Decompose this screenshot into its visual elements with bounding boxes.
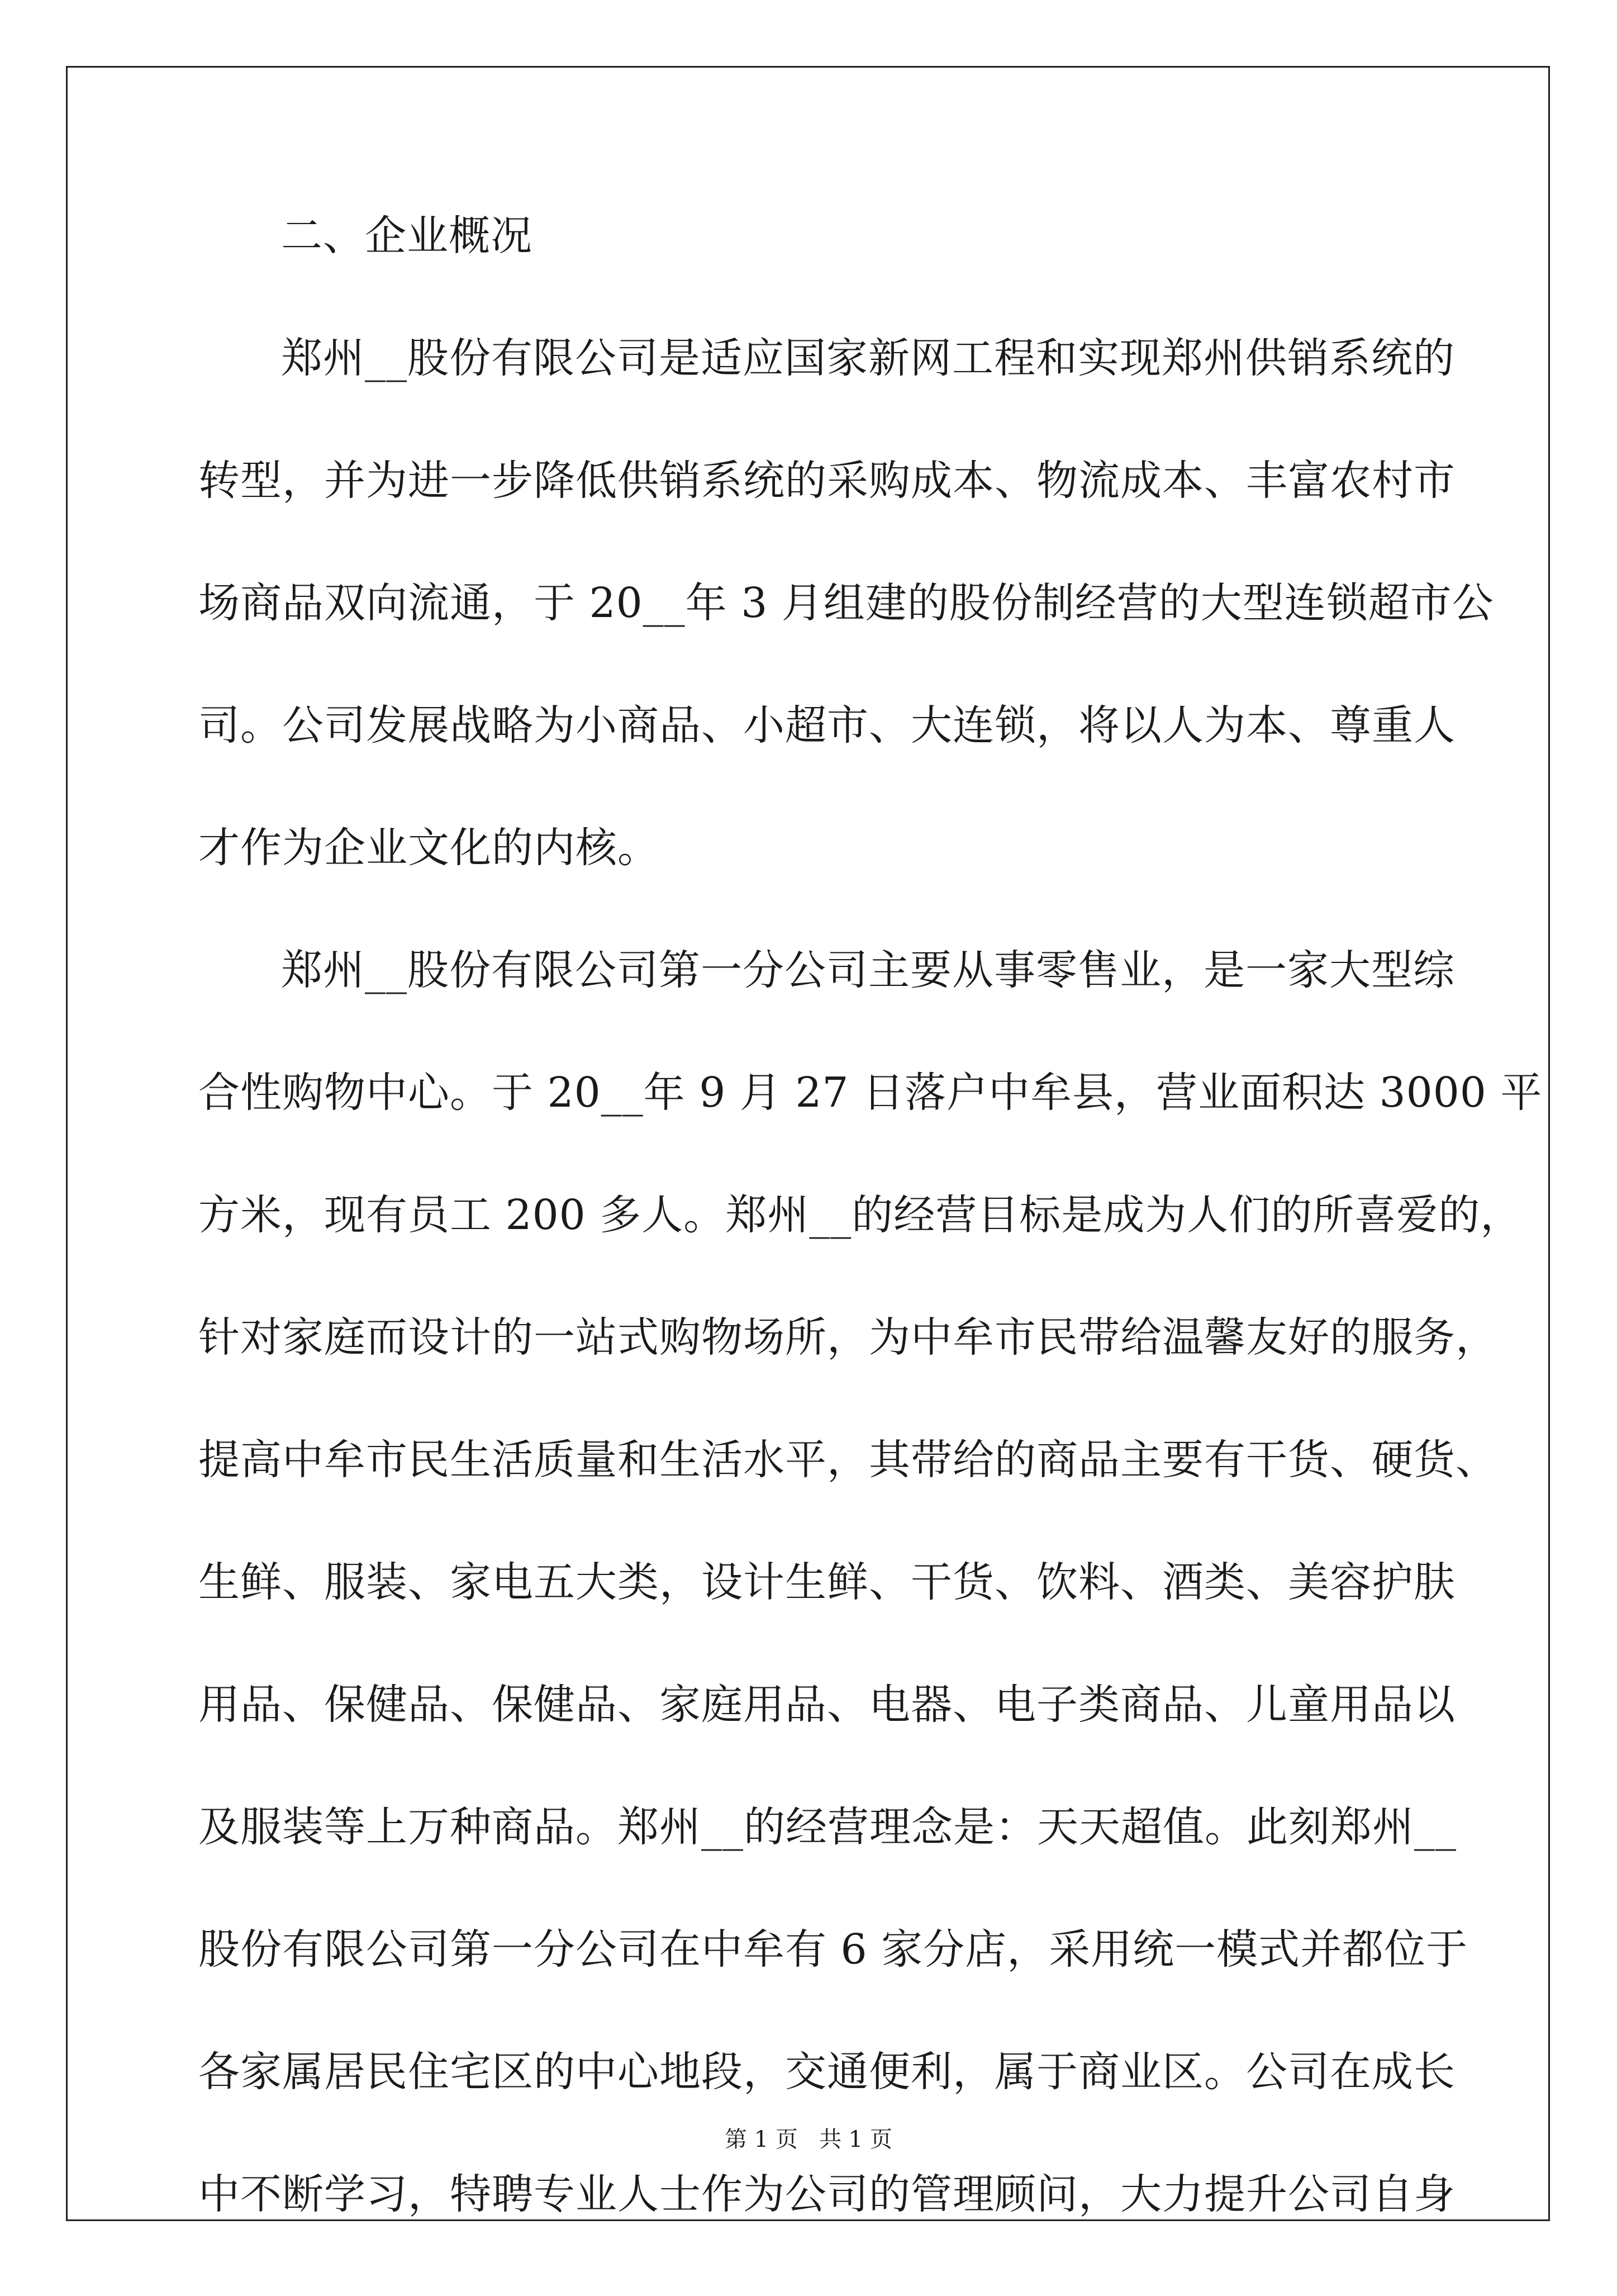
paragraph-line: 场商品双向流通，于 20__年 3 月组建的股份制经营的大型连锁超市公: [198, 579, 1494, 627]
paragraph-line: 司。公司发展战略为小商品、小超市、大连锁，将以人为本、尊重人: [198, 701, 1456, 749]
document-body: [198, 212, 1543, 2296]
paragraph-line: 合性购物中心。于 20__年 9 月 27 日落户中牟县，营业面积达 3000 平: [198, 1069, 1543, 1117]
section-heading: 二、企业概况: [281, 212, 532, 260]
paragraph-line: 中不断学习，特聘专业人士作为公司的管理顾问，大力提升公司自身: [198, 2170, 1456, 2218]
paragraph-line: 郑州__股份有限公司是适应国家新网工程和实现郑州供销系统的: [281, 334, 1455, 382]
paragraph-2: [198, 946, 1543, 2218]
paragraph-line: 生鲜、服装、家电五大类，设计生鲜、干货、饮料、酒类、美容护肤: [198, 1558, 1456, 1606]
paragraph-line: 用品、保健品、保健品、家庭用品、电器、电子类商品、儿童用品以: [198, 1681, 1456, 1729]
paragraph-line: 才作为企业文化的内核。: [198, 824, 659, 872]
page-number-footer: 第 1 页 共 1 页: [725, 2127, 892, 2152]
paragraph-line: 郑州__股份有限公司第一分公司主要从事零售业，是一家大型综: [281, 946, 1455, 994]
paragraph-line: 各家属居民住宅区的中心地段，交通便利，属于商业区。公司在成长: [198, 2048, 1456, 2096]
paragraph-line: 股份有限公司第一分公司在中牟有 6 家分店，采用统一模式并都位于: [198, 1925, 1468, 1974]
paragraph-line: 及服装等上万种商品。郑州__的经营理念是：天天超值。此刻郑州__: [198, 1803, 1457, 1851]
paragraph-line: 提高中牟市民生活质量和生活水平，其带给的商品主要有干货、硬货、: [198, 1436, 1497, 1484]
paragraph-line: 转型，并为进一步降低供销系统的采购成本、物流成本、丰富农村市: [198, 457, 1456, 505]
paragraph-line: 针对家庭而设计的一站式购物场所，为中牟市民带给温馨友好的服务，: [198, 1313, 1497, 1362]
paragraph-1: [198, 334, 1494, 872]
paragraph-line: 方米，现有员工 200 多人。郑州__的经营目标是成为人们的所喜爱的，: [198, 1191, 1523, 1239]
